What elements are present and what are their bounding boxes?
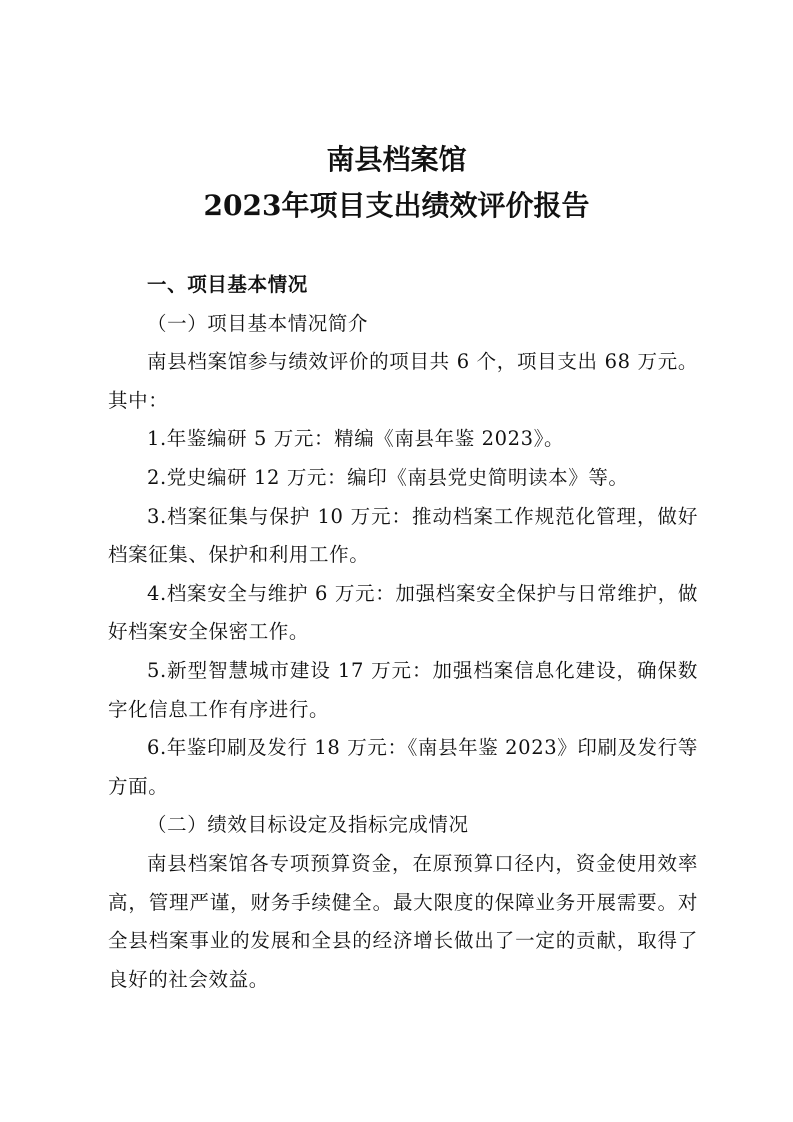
- list-item-yearbook-printing: 6.年鉴印刷及发行 18 万元：《南县年鉴 2023》印刷及发行等方面。: [108, 736, 698, 798]
- subsection-heading-intro: （一）项目基本情况简介: [147, 311, 369, 335]
- intro-paragraph: 南县档案馆参与绩效评价的项目共 6 个，项目支出 68 万元。其中：: [108, 350, 698, 412]
- document-title-line2: 2023年项目支出绩效评价报告: [203, 189, 590, 222]
- list-item-smart-city: 5.新型智慧城市建设 17 万元：加强档案信息化建设，确保数字化信息工作有序进行。: [108, 658, 698, 721]
- list-item-archive-security: 4.档案安全与维护 6 万元：加强档案安全保护与日常维护，做好档案安全保密工作。: [108, 581, 698, 644]
- section-heading-basic-info: 一、项目基本情况: [147, 273, 308, 296]
- list-item-yearbook: 1.年鉴编研 5 万元：精编《南县年鉴 2023》。: [147, 427, 565, 451]
- subsection-heading-performance: （二）绩效目标设定及指标完成情况: [147, 813, 469, 837]
- performance-paragraph: 南县档案馆各专项预算资金，在原预算口径内，资金使用效率高，管理严谨，财务手续健全。最大限度的保障业务开展需要。对全县档案事业的发展和全县的经济增长做出了一定的贡献，取得了良好的社会效益。: [108, 851, 698, 991]
- document-body: [108, 266, 698, 999]
- document-title-line1: 南县档案馆: [326, 143, 467, 176]
- list-item-archive-collection: 3.档案征集与保护 10 万元：推动档案工作规范化管理，做好档案征集、保护和利用工作。: [108, 504, 698, 567]
- list-item-party-history: 2.党史编研 12 万元：编印《南县党史简明读本》等。: [147, 465, 629, 489]
